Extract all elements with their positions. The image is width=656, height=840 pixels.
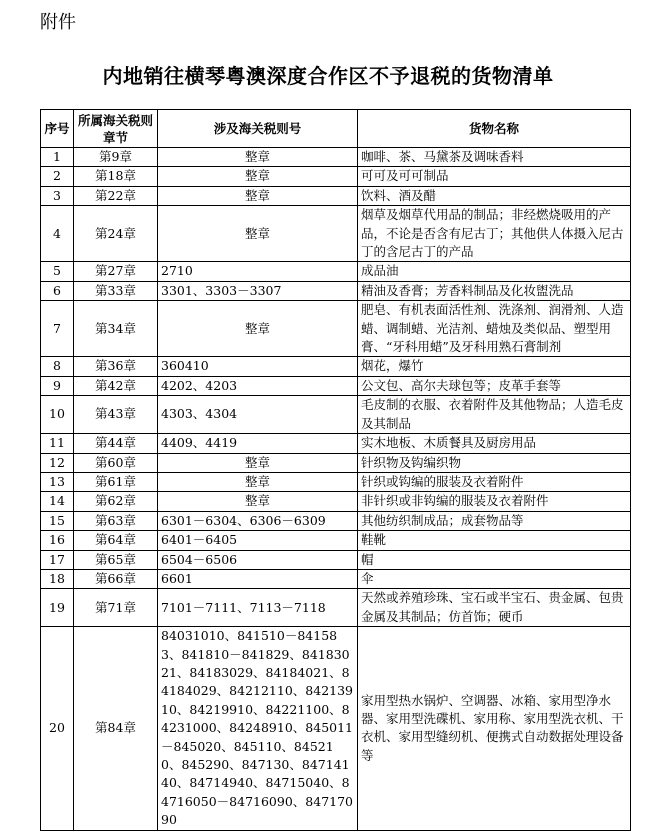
cell-no: 20	[41, 627, 74, 830]
cell-no: 18	[41, 569, 74, 588]
cell-no: 14	[41, 492, 74, 511]
cell-chapter: 第44章	[74, 434, 158, 453]
cell-chapter: 第84章	[74, 627, 158, 830]
cell-tariff: 84031010、841510－841583、841810－841829、84183021、84183029、84184021、84184029、84212110、84213910、84219910、84221100、84231000、84248910、845011－845020、845110、845210、845290、847130、84714140、84714940、84715040、84716050－84716090、84717090	[158, 627, 358, 830]
cell-goods: 其他纺织制成品；成套物品等	[358, 511, 631, 530]
table-row	[41, 434, 631, 453]
cell-tariff: 360410	[158, 357, 358, 376]
cell-chapter: 第9章	[74, 148, 158, 167]
cell-goods: 成品油	[358, 262, 631, 281]
cell-tariff: 整章	[158, 472, 358, 491]
cell-chapter: 第33章	[74, 281, 158, 300]
cell-goods: 公文包、高尔夫球包等；皮革手套等	[358, 376, 631, 395]
cell-no: 2	[41, 167, 74, 186]
cell-goods: 毛皮制的衣服、衣着附件及其他物品；人造毛皮及其制品	[358, 396, 631, 434]
cell-goods: 饮料、酒及醋	[358, 186, 631, 205]
cell-tariff: 整章	[158, 301, 358, 357]
cell-no: 17	[41, 550, 74, 569]
cell-goods: 实木地板、木质餐具及厨房用品	[358, 434, 631, 453]
cell-chapter: 第34章	[74, 301, 158, 357]
header-no: 序号	[41, 110, 74, 148]
table-row	[41, 148, 631, 167]
cell-goods: 针织物及钩编织物	[358, 453, 631, 472]
cell-chapter: 第43章	[74, 396, 158, 434]
table-row	[41, 589, 631, 627]
cell-no: 19	[41, 589, 74, 627]
cell-no: 10	[41, 396, 74, 434]
cell-chapter: 第62章	[74, 492, 158, 511]
cell-no: 8	[41, 357, 74, 376]
cell-chapter: 第64章	[74, 531, 158, 550]
cell-no: 4	[41, 206, 74, 262]
attachment-label: 附件	[40, 12, 76, 33]
table-row	[41, 281, 631, 300]
cell-chapter: 第22章	[74, 186, 158, 205]
table-row	[41, 167, 631, 186]
table-header-row	[41, 110, 631, 148]
header-chapter: 所属海关税则章节	[74, 110, 158, 148]
cell-tariff: 6401－6405	[158, 531, 358, 550]
cell-tariff: 6601	[158, 569, 358, 588]
goods-table	[40, 109, 631, 831]
cell-no: 3	[41, 186, 74, 205]
cell-tariff: 4303、4304	[158, 396, 358, 434]
cell-tariff: 4409、4419	[158, 434, 358, 453]
cell-tariff: 7101－7111、7113－7118	[158, 589, 358, 627]
cell-no: 12	[41, 453, 74, 472]
cell-chapter: 第18章	[74, 167, 158, 186]
cell-chapter: 第63章	[74, 511, 158, 530]
cell-tariff: 整章	[158, 453, 358, 472]
cell-goods: 非针织或非钩编的服装及衣着附件	[358, 492, 631, 511]
cell-chapter: 第24章	[74, 206, 158, 262]
table-row	[41, 376, 631, 395]
cell-chapter: 第36章	[74, 357, 158, 376]
cell-goods: 伞	[358, 569, 631, 588]
cell-goods: 烟花，爆竹	[358, 357, 631, 376]
cell-goods: 肥皂、有机表面活性剂、洗涤剂、润滑剂、人造蜡、调制蜡、光洁剂、蜡烛及类似品、塑型用膏、“牙科用蜡”及牙科用熟石膏制剂	[358, 301, 631, 357]
cell-tariff: 整章	[158, 167, 358, 186]
table-body	[41, 148, 631, 831]
cell-goods: 天然或养殖珍珠、宝石或半宝石、贵金属、包贵金属及其制品；仿首饰；硬币	[358, 589, 631, 627]
cell-tariff: 整章	[158, 148, 358, 167]
cell-chapter: 第27章	[74, 262, 158, 281]
header-tariff: 涉及海关税则号	[158, 110, 358, 148]
table-row	[41, 396, 631, 434]
cell-tariff: 整章	[158, 186, 358, 205]
cell-tariff: 整章	[158, 492, 358, 511]
cell-no: 15	[41, 511, 74, 530]
table-row	[41, 453, 631, 472]
cell-no: 11	[41, 434, 74, 453]
cell-goods: 烟草及烟草代用品的制品；非经燃烧吸用的产品，不论是否含有尼古丁；其他供人体摄入尼古丁的含尼古丁的产品	[358, 206, 631, 262]
cell-goods: 家用型热水锅炉、空调器、冰箱、家用型净水器、家用型洗碟机、家用称、家用型洗衣机、干衣机、家用型缝纫机、便携式自动数据处理设备等	[358, 627, 631, 830]
cell-no: 1	[41, 148, 74, 167]
cell-no: 5	[41, 262, 74, 281]
cell-tariff: 6301－6304、6306－6309	[158, 511, 358, 530]
table-row	[41, 492, 631, 511]
cell-tariff: 6504－6506	[158, 550, 358, 569]
cell-tariff: 3301、3303－3307	[158, 281, 358, 300]
cell-goods: 可可及可可制品	[358, 167, 631, 186]
cell-chapter: 第66章	[74, 569, 158, 588]
table-row	[41, 357, 631, 376]
table-row	[41, 206, 631, 262]
cell-no: 6	[41, 281, 74, 300]
cell-chapter: 第42章	[74, 376, 158, 395]
table-row	[41, 262, 631, 281]
cell-goods: 咖啡、茶、马黛茶及调味香料	[358, 148, 631, 167]
table-row	[41, 511, 631, 530]
cell-chapter: 第65章	[74, 550, 158, 569]
table-row	[41, 569, 631, 588]
cell-no: 16	[41, 531, 74, 550]
cell-no: 13	[41, 472, 74, 491]
table-row	[41, 627, 631, 830]
header-goods: 货物名称	[358, 110, 631, 148]
table-row	[41, 301, 631, 357]
cell-goods: 鞋靴	[358, 531, 631, 550]
cell-no: 7	[41, 301, 74, 357]
cell-chapter: 第61章	[74, 472, 158, 491]
page-title: 内地销往横琴粤澳深度合作区不予退税的货物清单	[102, 64, 554, 88]
cell-no: 9	[41, 376, 74, 395]
cell-goods: 精油及香膏；芳香料制品及化妆盥洗品	[358, 281, 631, 300]
cell-tariff: 2710	[158, 262, 358, 281]
cell-chapter: 第60章	[74, 453, 158, 472]
cell-tariff: 整章	[158, 206, 358, 262]
cell-chapter: 第71章	[74, 589, 158, 627]
cell-goods: 帽	[358, 550, 631, 569]
table-row	[41, 531, 631, 550]
cell-goods: 针织或钩编的服装及衣着附件	[358, 472, 631, 491]
table-row	[41, 472, 631, 491]
table-row	[41, 186, 631, 205]
table-row	[41, 550, 631, 569]
cell-tariff: 4202、4203	[158, 376, 358, 395]
